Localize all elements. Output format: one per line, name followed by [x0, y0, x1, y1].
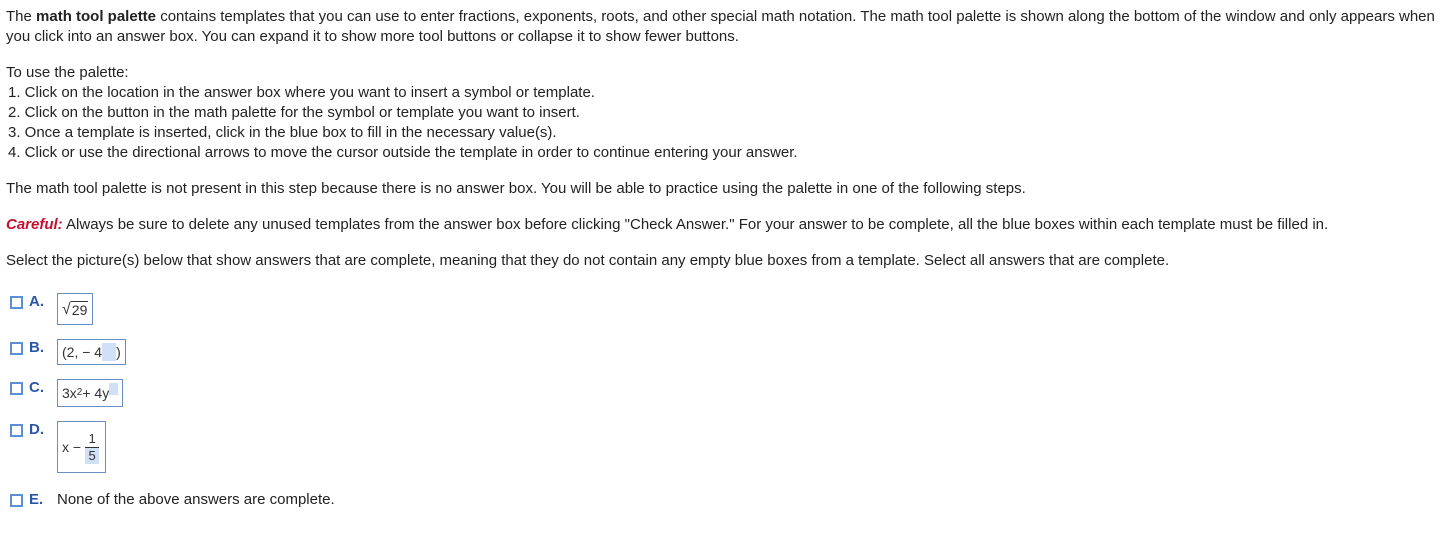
option-c[interactable]	[10, 379, 1449, 407]
fraction-numerator: 1	[88, 430, 96, 446]
option-d-letter: D.	[29, 421, 44, 438]
option-b-close-paren: )	[116, 344, 121, 360]
option-c-answer-box: 3x 2 + 4y	[57, 379, 123, 407]
sqrt-template	[62, 301, 88, 318]
steps-list	[6, 83, 1449, 163]
option-e[interactable]	[10, 491, 1449, 509]
fraction-template	[85, 431, 99, 464]
option-b-expression: (2, − 4	[62, 344, 103, 360]
option-d-answer-box	[57, 421, 106, 473]
option-a-letter: A.	[29, 293, 44, 310]
step-item: 3. Once a template is inserted, click in the blue box to fill in the necessary value(s).	[8, 124, 557, 141]
question-text: Select the picture(s) below that show answers that are complete, meaning that they do not contain any empty blue boxes from a template. Select all answers that are complete.	[6, 252, 1170, 269]
fraction-denominator: 5	[85, 448, 98, 464]
option-d-checkbox[interactable]	[10, 424, 23, 437]
option-c-rest: + 4y	[82, 385, 110, 401]
empty-template-box	[109, 383, 118, 395]
answer-options	[6, 293, 1449, 509]
sqrt-radicand: 29	[71, 301, 88, 318]
palette-not-present-text: The math tool palette is not present in this step because there is no answer box. You will be able to practice using the palette in one of the following steps.	[6, 180, 1026, 197]
sqrt-icon: √	[62, 300, 71, 318]
option-d[interactable]	[10, 421, 1449, 473]
intro-rest: contains templates that you can use to enter fractions, exponents, roots, and other special math notation. The math tool palette is shown along the bottom of the window and only appears when you click into an answer box. You can expand it to show more tool buttons or collapse it to show fewer buttons.	[6, 8, 1435, 45]
option-b-answer-box	[57, 339, 126, 365]
option-b[interactable]	[10, 339, 1449, 365]
intro-prefix: The	[6, 8, 37, 25]
careful-paragraph	[6, 215, 1449, 235]
steps-title: To use the palette:	[6, 64, 129, 81]
empty-template-box	[102, 343, 116, 361]
option-a-answer-box	[57, 293, 93, 325]
careful-label: Careful:	[6, 216, 63, 233]
option-e-letter: E.	[29, 491, 44, 508]
intro-paragraph	[6, 7, 1449, 47]
option-e-checkbox[interactable]	[10, 494, 23, 507]
step-item: 4. Click or use the directional arrows to move the cursor outside the template in order to continue entering your answer.	[8, 144, 798, 161]
option-c-base: 3x	[62, 385, 77, 401]
option-b-checkbox[interactable]	[10, 342, 23, 355]
careful-text: Always be sure to delete any unused templates from the answer box before clicking "Check Answer." For your answer to be complete, all the blue boxes within each template must be filled in.	[62, 216, 1329, 233]
option-e-text: None of the above answers are complete.	[57, 491, 335, 508]
step-item: 2. Click on the button in the math palette for the symbol or template you want to insert.	[8, 104, 580, 121]
step-item: 1. Click on the location in the answer box where you want to insert a symbol or template.	[8, 84, 595, 101]
option-b-letter: B.	[29, 339, 44, 356]
intro-bold-term: math tool palette	[36, 8, 157, 25]
option-c-letter: C.	[29, 379, 44, 396]
option-a[interactable]	[10, 293, 1449, 325]
option-a-checkbox[interactable]	[10, 296, 23, 309]
option-c-checkbox[interactable]	[10, 382, 23, 395]
option-d-lead: x −	[62, 439, 82, 455]
